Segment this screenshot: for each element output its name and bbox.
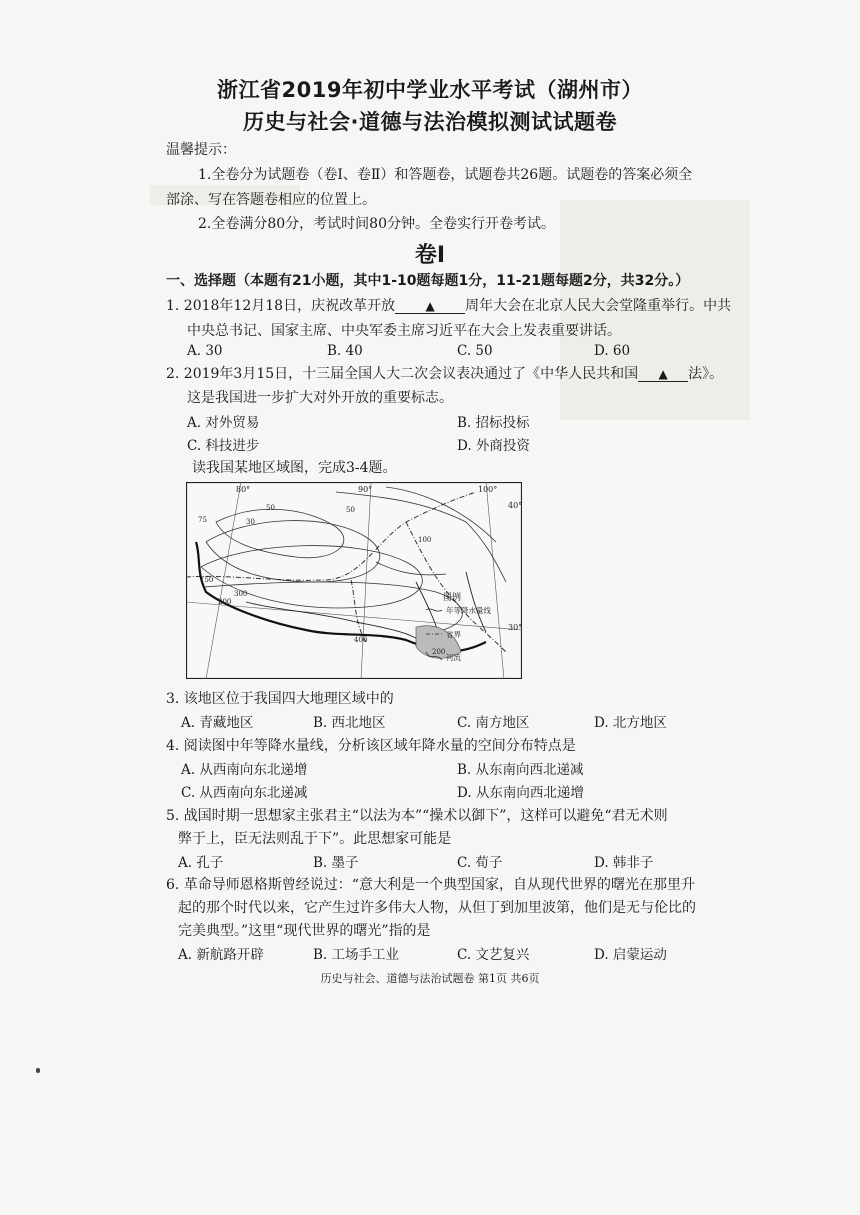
- q5-option-c: C. 荀子: [457, 855, 503, 871]
- question-3-stem: 3. 该地区位于我国四大地理区域中的: [166, 691, 394, 707]
- answer-blank: ▲: [638, 367, 688, 382]
- answer-blank: ▲: [395, 299, 465, 314]
- q6-option-d: D. 启蒙运动: [594, 947, 667, 963]
- contour-value: 75: [198, 516, 207, 524]
- question-6-stem-cont: 起的那个时代以来，它产生过许多伟大人物，从但丁到加里波第，他们是无与伦比的: [178, 900, 696, 916]
- q4-option-d: D. 从东南向西北递增: [457, 785, 584, 801]
- scan-speck: [36, 1068, 40, 1073]
- lon-label: 90°: [358, 485, 373, 494]
- page-footer: 历史与社会、道德与法治试题卷 第1页 共6页: [320, 972, 540, 985]
- contour-value: 300: [234, 590, 248, 598]
- q3-option-a: A. 青藏地区: [181, 715, 254, 731]
- contour-value: 50: [266, 504, 275, 512]
- q5-option-d: D. 韩非子: [594, 855, 654, 871]
- question-4-stem: 4. 阅读图中年等降水量线，分析该区域年降水量的空间分布特点是: [166, 738, 576, 754]
- contour-value: 200: [218, 598, 232, 606]
- question-6-stem: 6. 革命导师恩格斯曾经说过：“意大利是一个典型国家，自从现代世界的曙光在那里升: [166, 877, 695, 893]
- tips-line-1: 1.全卷分为试题卷（卷Ⅰ、卷Ⅱ）和答题卷，试题卷共26题。试题卷的答案必须全: [198, 167, 693, 183]
- q3-option-b: B. 西北地区: [313, 715, 386, 731]
- q4-option-b: B. 从东南向西北递减: [457, 762, 584, 778]
- lon-label: 100°: [478, 485, 498, 494]
- q5-option-a: A. 孔子: [178, 855, 224, 871]
- lon-label: 80°: [236, 485, 251, 494]
- q2-option-d: D. 外商投资: [457, 438, 530, 454]
- lat-label: 40°: [508, 501, 522, 510]
- q1-option-b: B. 40: [327, 343, 363, 359]
- legend-isohyet-label: 年等降水量线: [446, 606, 491, 615]
- tips-heading: 温馨提示：: [166, 142, 236, 158]
- q4-option-a: A. 从西南向东北递增: [181, 762, 308, 778]
- section-heading: 一、选择题（本题有21小题，其中1-10题每题1分，11-21题每题2分，共32分。）: [166, 273, 690, 289]
- volume-heading: 卷Ⅰ: [414, 243, 446, 268]
- legend-title: 图例: [443, 593, 462, 603]
- q4-option-c: C. 从西南向东北递减: [181, 785, 308, 801]
- legend-river-label: 河流: [446, 653, 461, 662]
- q3-option-d: D. 北方地区: [594, 715, 667, 731]
- exam-title: 浙江省2019年初中学业水平考试（湖州市）: [217, 78, 643, 102]
- q5-option-b: B. 墨子: [313, 855, 359, 871]
- exam-subtitle: 历史与社会·道德与法治模拟测试试题卷: [243, 110, 617, 134]
- question-5-stem-cont: 弊于上，臣无法则乱于下”。此思想家可能是: [178, 831, 452, 847]
- question-2-stem-cont: 这是我国进一步扩大对外开放的重要标志。: [187, 390, 453, 406]
- q6-option-b: B. 工场手工业: [313, 947, 400, 963]
- contour-value: 150: [200, 576, 214, 584]
- lat-label: 30°: [508, 623, 522, 632]
- question-6-stem-cont: 完美典型。”这里“现代世界的曙光”指的是: [178, 923, 431, 939]
- q3-option-c: C. 南方地区: [457, 715, 530, 731]
- q6-option-c: C. 文艺复兴: [457, 947, 530, 963]
- q1-option-c: C. 50: [457, 343, 493, 359]
- q1-option-a: A. 30: [187, 343, 223, 359]
- legend-border-label: 省界: [446, 630, 461, 639]
- q2-option-b: B. 招标投标: [457, 415, 530, 431]
- contour-value: 100: [418, 536, 432, 544]
- map-intro: 读我国某地区域图，完成3-4题。: [192, 460, 397, 476]
- q2-option-c: C. 科技进步: [187, 438, 260, 454]
- contour-value: 30: [246, 518, 255, 526]
- question-5-stem: 5. 战国时期一思想家主张君主“以法为本”“操术以御下”，这样可以避免“君无术则: [166, 808, 668, 824]
- question-1-stem-cont: 中央总书记、国家主席、中央军委主席习近平在大会上发表重要讲话。: [187, 323, 621, 339]
- contour-value: 50: [346, 506, 355, 514]
- contour-value: 400: [354, 636, 368, 644]
- question-2-stem: 2. 2019年3月15日，十三届全国人大二次会议表决通过了《中华人民共和国 ▲ 法》。: [166, 366, 724, 382]
- q2-option-a: A. 对外贸易: [187, 415, 260, 431]
- question-1-stem: 1. 2018年12月18日，庆祝改革开放 ▲ 周年大会在北京人民大会堂隆重举行。中共: [166, 298, 732, 314]
- tips-line-2: 2.全卷满分80分，考试时间80分钟。全卷实行开卷考试。: [198, 216, 555, 232]
- tips-line-1-cont: 部涂、写在答题卷相应的位置上。: [166, 192, 376, 208]
- q1-option-d: D. 60: [594, 343, 631, 359]
- contour-value: 200: [432, 648, 446, 656]
- region-map: [186, 482, 522, 679]
- q6-option-a: A. 新航路开辟: [178, 947, 264, 963]
